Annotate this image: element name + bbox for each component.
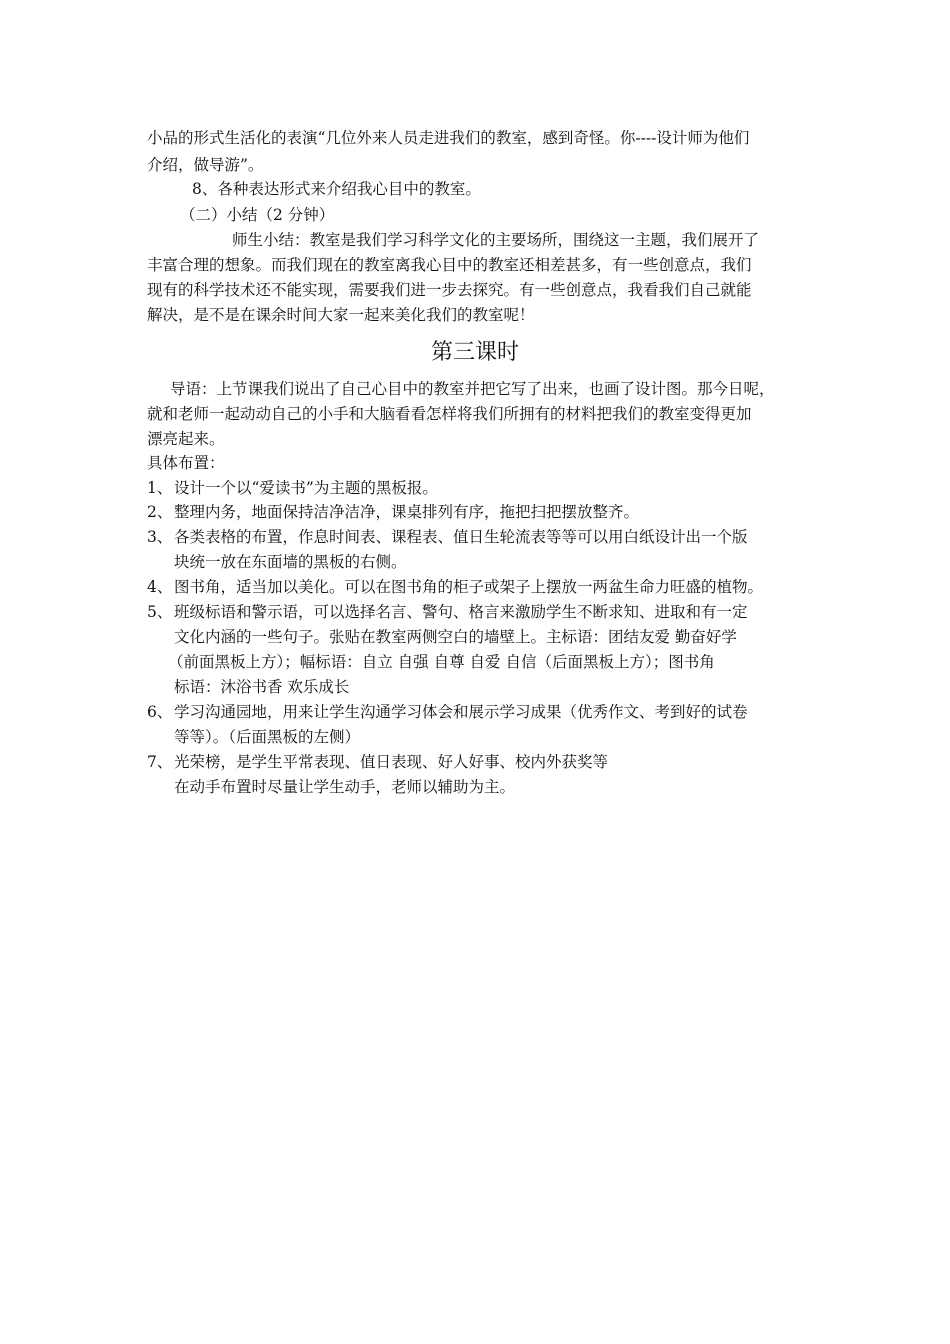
item-3-line-2: 块统一放在东面墙的黑板的右侧。 — [174, 553, 407, 571]
item-6-line-2: 等等）。（后面黑板的左侧） — [174, 728, 361, 746]
guide-line-2: 就和老师一起动动自己的小手和大脑看看怎样将我们所拥有的材料把我们的教室变得更加 — [147, 405, 752, 423]
item-5-line-2: 文化内涵的一些句子。张贴在教室两侧空白的墙壁上。主标语：团结友爱 勤奋好学 — [174, 628, 737, 646]
intro-line-2: 介绍，做导游”。 — [147, 156, 264, 174]
item-5-line-3: （前面黑板上方）；幅标语：自立 自强 自尊 自爱 自信（后面黑板上方）；图书角 — [168, 653, 715, 671]
point-8: 8、各种表达形式来介绍我心目中的教室。 — [192, 180, 481, 198]
item-6-line-1: 学习沟通园地，用来让学生沟通学习体会和展示学习成果（优秀作文、考到好的试卷 — [174, 703, 748, 721]
summary-line-4: 解决，是不是在课余时间大家一起来美化我们的教室呢！ — [147, 306, 535, 324]
item-7-line-1: 光荣榜，是学生平常表现、值日表现、好人好事、校内外获奖等 — [174, 753, 609, 771]
item-1-line-1: 设计一个以“爱读书”为主题的黑板报。 — [174, 479, 438, 497]
guide-line-1: 导语：上节课我们说出了自己心目中的教室并把它写了出来，也画了设计图。那今日呢， — [170, 380, 775, 398]
summary-line-2: 丰富合理的想象。而我们现在的教室离我心目中的教室还相差甚多，有一些创意点，我们 — [147, 256, 752, 274]
item-5-line-1: 班级标语和警示语，可以选择名言、警句、格言来激励学生不断求知、进取和有一定 — [174, 603, 748, 621]
item-1-number: 1、 — [147, 479, 173, 497]
item-7-number: 7、 — [147, 753, 173, 771]
summary-heading: （二）小结（2 分钟） — [180, 206, 335, 224]
item-3-line-1: 各类表格的布置，作息时间表、课程表、值日生轮流表等等可以用白纸设计出一个版 — [174, 528, 748, 546]
item-2-line-1: 整理内务，地面保持洁净洁净，课桌排列有序，拖把扫把摆放整齐。 — [174, 503, 640, 521]
item-5-line-4: 标语：沐浴书香 欢乐成长 — [174, 678, 350, 696]
item-3-number: 3、 — [147, 528, 173, 546]
item-6-number: 6、 — [147, 703, 173, 721]
item-2-number: 2、 — [147, 503, 173, 521]
summary-line-1: 师生小结：教室是我们学习科学文化的主要场所，围绕这一主题，我们展开了 — [232, 231, 760, 249]
item-5-number: 5、 — [147, 603, 173, 621]
intro-line-1: 小品的形式生活化的表演“几位外来人员走进我们的教室，感到奇怪。你----设计师为他们 — [147, 129, 750, 147]
closing-line: 在动手布置时尽量让学生动手，老师以辅助为主。 — [174, 778, 516, 796]
item-4-line-1: 图书角，适当加以美化。可以在图书角的柜子或架子上摆放一两盆生命力旺盛的植物。 — [174, 578, 764, 596]
item-4-number: 4、 — [147, 578, 173, 596]
summary-line-3: 现有的科学技术还不能实现，需要我们进一步去探究。有一些创意点，我看我们自己就能 — [147, 281, 752, 299]
layout-heading: 具体布置： — [147, 454, 225, 472]
section-title: 第三课时 — [430, 340, 519, 365]
guide-line-3: 漂亮起来。 — [147, 430, 225, 448]
